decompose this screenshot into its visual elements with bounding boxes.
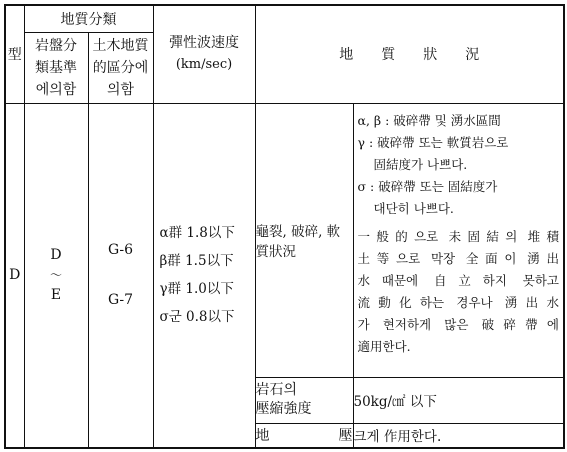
rock-class-tilde: 〜 — [49, 268, 62, 283]
note-general-6: 適用한다. — [357, 338, 411, 354]
velocity-gamma: γ群 1.0以下 — [159, 281, 234, 298]
rock-class-cell — [24, 103, 88, 448]
note-sigma: σ : 破碎帶 또는 固結度가 — [357, 178, 498, 194]
strength-label-line-2: 壓縮強度 — [255, 401, 312, 417]
velocity-header-title: 彈性波速度 — [169, 35, 239, 52]
note-sigma-cont: 대단히 나쁘다. — [373, 200, 454, 216]
note-alpha-beta: α, β : 破碎帶 및 湧水區間 — [357, 112, 501, 128]
velocity-alpha: α群 1.8以下 — [159, 225, 235, 242]
type-header: 型 — [5, 5, 24, 103]
type-cell: D — [5, 103, 24, 448]
civil-class-top: G-6 — [107, 242, 134, 259]
pressure-label: 地 壓 — [255, 423, 353, 448]
condition-notes — [353, 103, 564, 377]
rock-class-bottom: E — [50, 287, 62, 304]
pressure-value: 크게 作用한다. — [353, 423, 564, 448]
note-gamma-cont: 固結度가 나쁘다. — [373, 156, 468, 172]
strength-value: 50kg/㎠ 以下 — [353, 377, 564, 423]
civil-class-line-3: 의함 — [106, 81, 135, 98]
strength-label — [255, 377, 353, 423]
note-general-3: 水때문에 自立하지 못하고 — [357, 272, 559, 288]
civil-class-line-1: 土木地質 — [92, 37, 149, 54]
geo-class-header: 地質分類 — [24, 5, 153, 32]
notes-block — [354, 110, 560, 358]
civil-class-header — [88, 32, 153, 103]
condition-header: 地 質 狀 況 — [255, 5, 564, 103]
velocity-cell — [153, 103, 255, 448]
note-general-1: 一般的으로 未固結의 堆積 — [357, 228, 559, 244]
strength-label-line-1: 岩石의 — [255, 382, 298, 398]
note-general-2: 土等으로 막장 全面이 湧出 — [357, 250, 559, 266]
rock-class-line-1: 岩盤分 — [35, 37, 77, 54]
velocity-sigma: σ군 0.8以下 — [159, 309, 235, 326]
rock-class-top: D — [50, 247, 62, 264]
velocity-beta: β群 1.5以下 — [159, 253, 234, 270]
header-row-1 — [5, 5, 564, 32]
note-general-5: 가 현저하게 많은 破碎帶에 — [357, 316, 559, 332]
rock-class-line-2: 類基準 — [35, 59, 77, 76]
velocity-header-unit: (km/sec) — [175, 57, 233, 73]
condition-kind: 龜裂, 破碎, 軟質狀況 — [255, 103, 353, 377]
rock-class-header — [24, 32, 88, 103]
rock-class-line-3: 에의함 — [35, 81, 77, 98]
data-row — [5, 103, 564, 377]
note-general-4: 流動化하는 경우나 湧出水 — [357, 294, 559, 310]
note-gamma: γ : 破碎帶 또는 軟質岩으로 — [357, 134, 509, 150]
geology-classification-table — [4, 4, 565, 449]
civil-class-line-2: 的區分에 — [92, 59, 149, 76]
civil-class-bottom: G-7 — [107, 292, 134, 309]
velocity-header — [153, 5, 255, 103]
civil-class-cell — [88, 103, 153, 448]
